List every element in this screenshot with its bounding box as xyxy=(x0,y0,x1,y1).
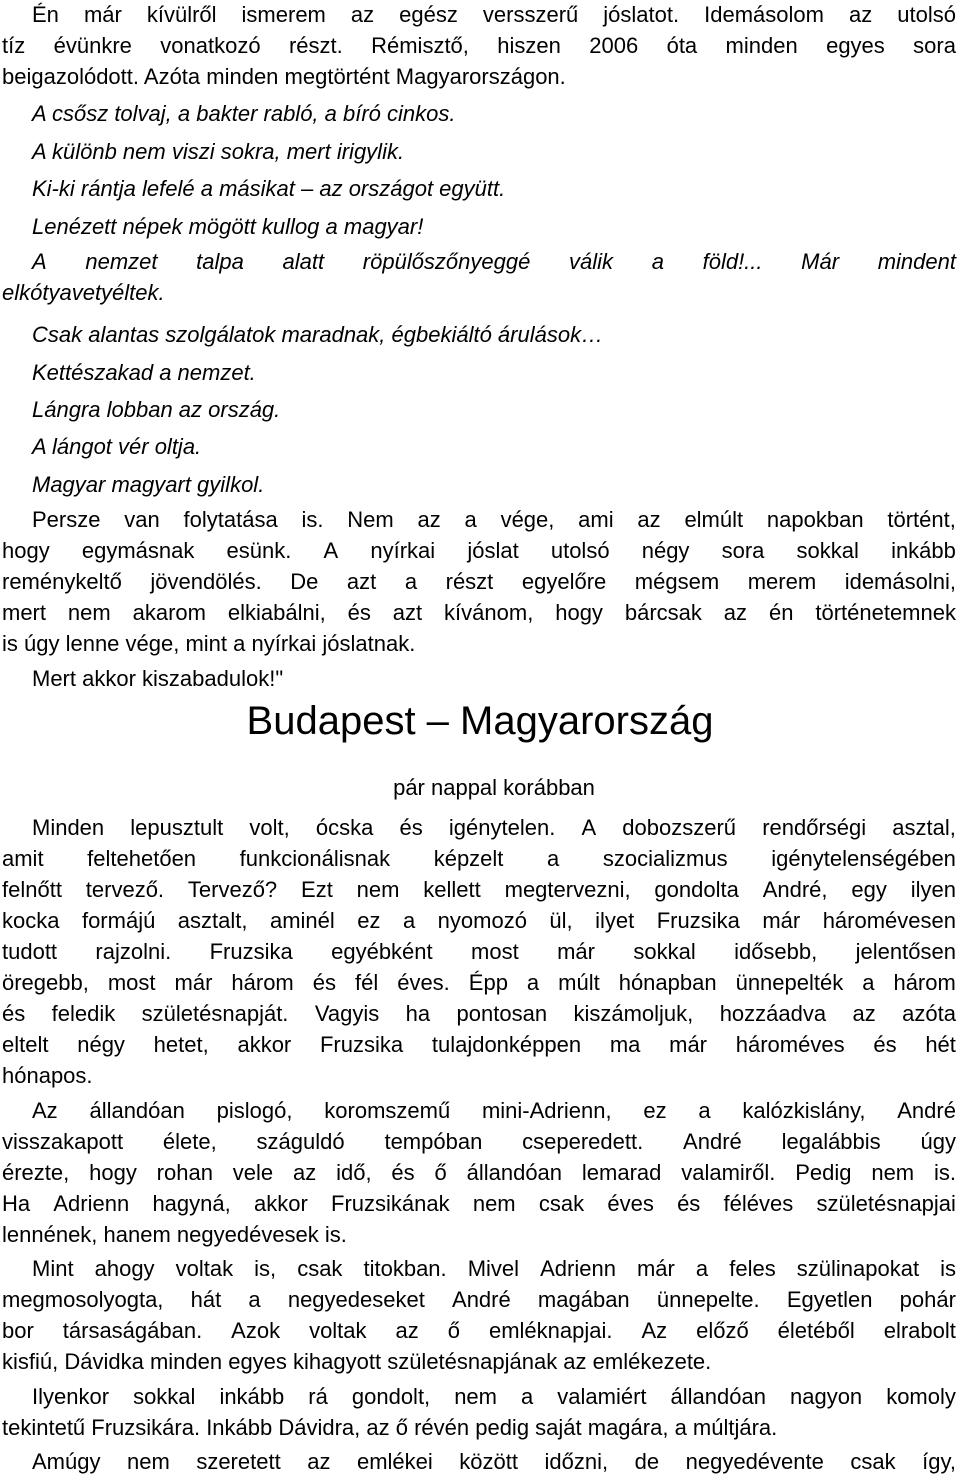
text-line: Persze van folytatása is. Nem az a vége, ami az elmúlt napokban történt, xyxy=(32,507,956,532)
text-line: tekintetű Fruzsikára. Inkább Dávidra, az ő révén pedig saját magára, a múltjára. xyxy=(2,1415,778,1440)
text-line: amit feltehetően funkcionálisnak képzelt a szocializmus igénytelenségében xyxy=(2,846,956,871)
text-line: Minden lepusztult volt, ócska és igénytelen. A dobozszerű rendőrségi asztal, xyxy=(32,815,956,840)
chapter-subtitle: pár nappal korábban xyxy=(393,775,595,800)
verse-line: Csak alantas szolgálatok maradnak, égbekiáltó árulások… xyxy=(32,322,604,347)
verse-line: Magyar magyart gyilkol. xyxy=(32,472,265,497)
text-line: hogy egymásnak esünk. A nyírkai jóslat utolsó négy sora sokkal inkább xyxy=(2,538,956,563)
chapter-title: Budapest – Magyarország xyxy=(246,699,714,743)
verse-line: Lángra lobban az ország. xyxy=(32,397,281,422)
text-line: felnőtt tervező. Tervező? Ezt nem kellett megtervezni, gondolta André, egy ilyen xyxy=(2,877,956,902)
verse-line: A lángot vér oltja. xyxy=(32,434,202,459)
text-line: tíz évünkre vonatkozó részt. Rémisztő, hiszen 2006 óta minden egyes sora xyxy=(2,33,956,58)
verse-line: A különb nem viszi sokra, mert irigylik. xyxy=(32,139,405,164)
text-line: Én már kívülről ismerem az egész versszerű jóslatot. Idemásolom az utolsó xyxy=(32,2,956,27)
text-line: hónapos. xyxy=(2,1063,93,1088)
text-line: megmosolyogta, hát a negyedeseket André magában ünnepelte. Egyetlen pohár xyxy=(2,1287,956,1312)
text-line: öregebb, most már három és fél éves. Épp a múlt hónapban ünnepelték a három xyxy=(2,970,956,995)
text-line: tudott rajzolni. Fruzsika egyébként most már sokkal idősebb, jelentősen xyxy=(2,939,956,964)
text-line: visszakapott élete, száguldó tempóban cseperedett. André legalábbis úgy xyxy=(2,1129,956,1154)
text-line: Ilyenkor sokkal inkább rá gondolt, nem a valamiért állandóan nagyon komoly xyxy=(32,1384,956,1409)
text-line: kocka formájú asztalt, aminél ez a nyomozó ül, ilyet Fruzsika már háromévesen xyxy=(2,908,956,933)
verse-line: Lenézett népek mögött kullog a magyar! xyxy=(32,214,424,239)
text-line: érezte, hogy rohan vele az idő, és ő állandóan lemarad valamiről. Pedig nem is. xyxy=(2,1160,956,1185)
text-line: Mint ahogy voltak is, csak titokban. Mivel Adrienn már a feles szülinapokat is xyxy=(32,1256,956,1281)
text-line: eltelt négy hetet, akkor Fruzsika tulajdonképpen ma már hároméves és hét xyxy=(2,1032,956,1057)
text-line: bor társaságában. Azok voltak az ő emléknapjai. Az előző életéből elrabolt xyxy=(2,1318,956,1343)
text-line: Az állandóan pislogó, koromszemű mini-Adrienn, ez a kalózkislány, André xyxy=(32,1098,956,1123)
verse-line: A csősz tolvaj, a bakter rabló, a bíró cinkos. xyxy=(32,101,456,126)
verse-line: Ki-ki rántja lefelé a másikat – az országot együtt. xyxy=(32,176,506,201)
verse-line: elkótyavetyéltek. xyxy=(2,280,165,305)
text-line: lennének, hanem negyedévesek is. xyxy=(2,1222,347,1247)
verse-line: A nemzet talpa alatt röpülőszőnyeggé válik a föld!... Már mindent xyxy=(32,249,956,274)
text-line: és feledik születésnapját. Vagyis ha pontosan kiszámoljuk, hozzáadva az azóta xyxy=(2,1001,956,1026)
text-line: reménykeltő jövendölés. De azt a részt egyelőre mégsem merem idemásolni, xyxy=(2,569,956,594)
text-line: Mert akkor kiszabadulok!" xyxy=(32,666,284,691)
text-line: beigazolódott. Azóta minden megtörtént Magyarországon. xyxy=(2,64,566,89)
text-line: mert nem akarom elkiabálni, és azt kívánom, hogy bárcsak az én történetemnek xyxy=(2,600,956,625)
verse-line: Kettészakad a nemzet. xyxy=(32,360,256,385)
text-line: Ha Adrienn hagyná, akkor Fruzsikának nem csak éves és féléves születésnapjai xyxy=(2,1191,956,1216)
text-line: Amúgy nem szeretett az emlékei között időzni, de negyedévente csak így, xyxy=(32,1449,956,1474)
text-line: is úgy lenne vége, mint a nyírkai jóslatnak. xyxy=(2,631,416,656)
text-line: kisfiú, Dávidka minden egyes kihagyott születésnapjának az emlékezete. xyxy=(2,1349,712,1374)
